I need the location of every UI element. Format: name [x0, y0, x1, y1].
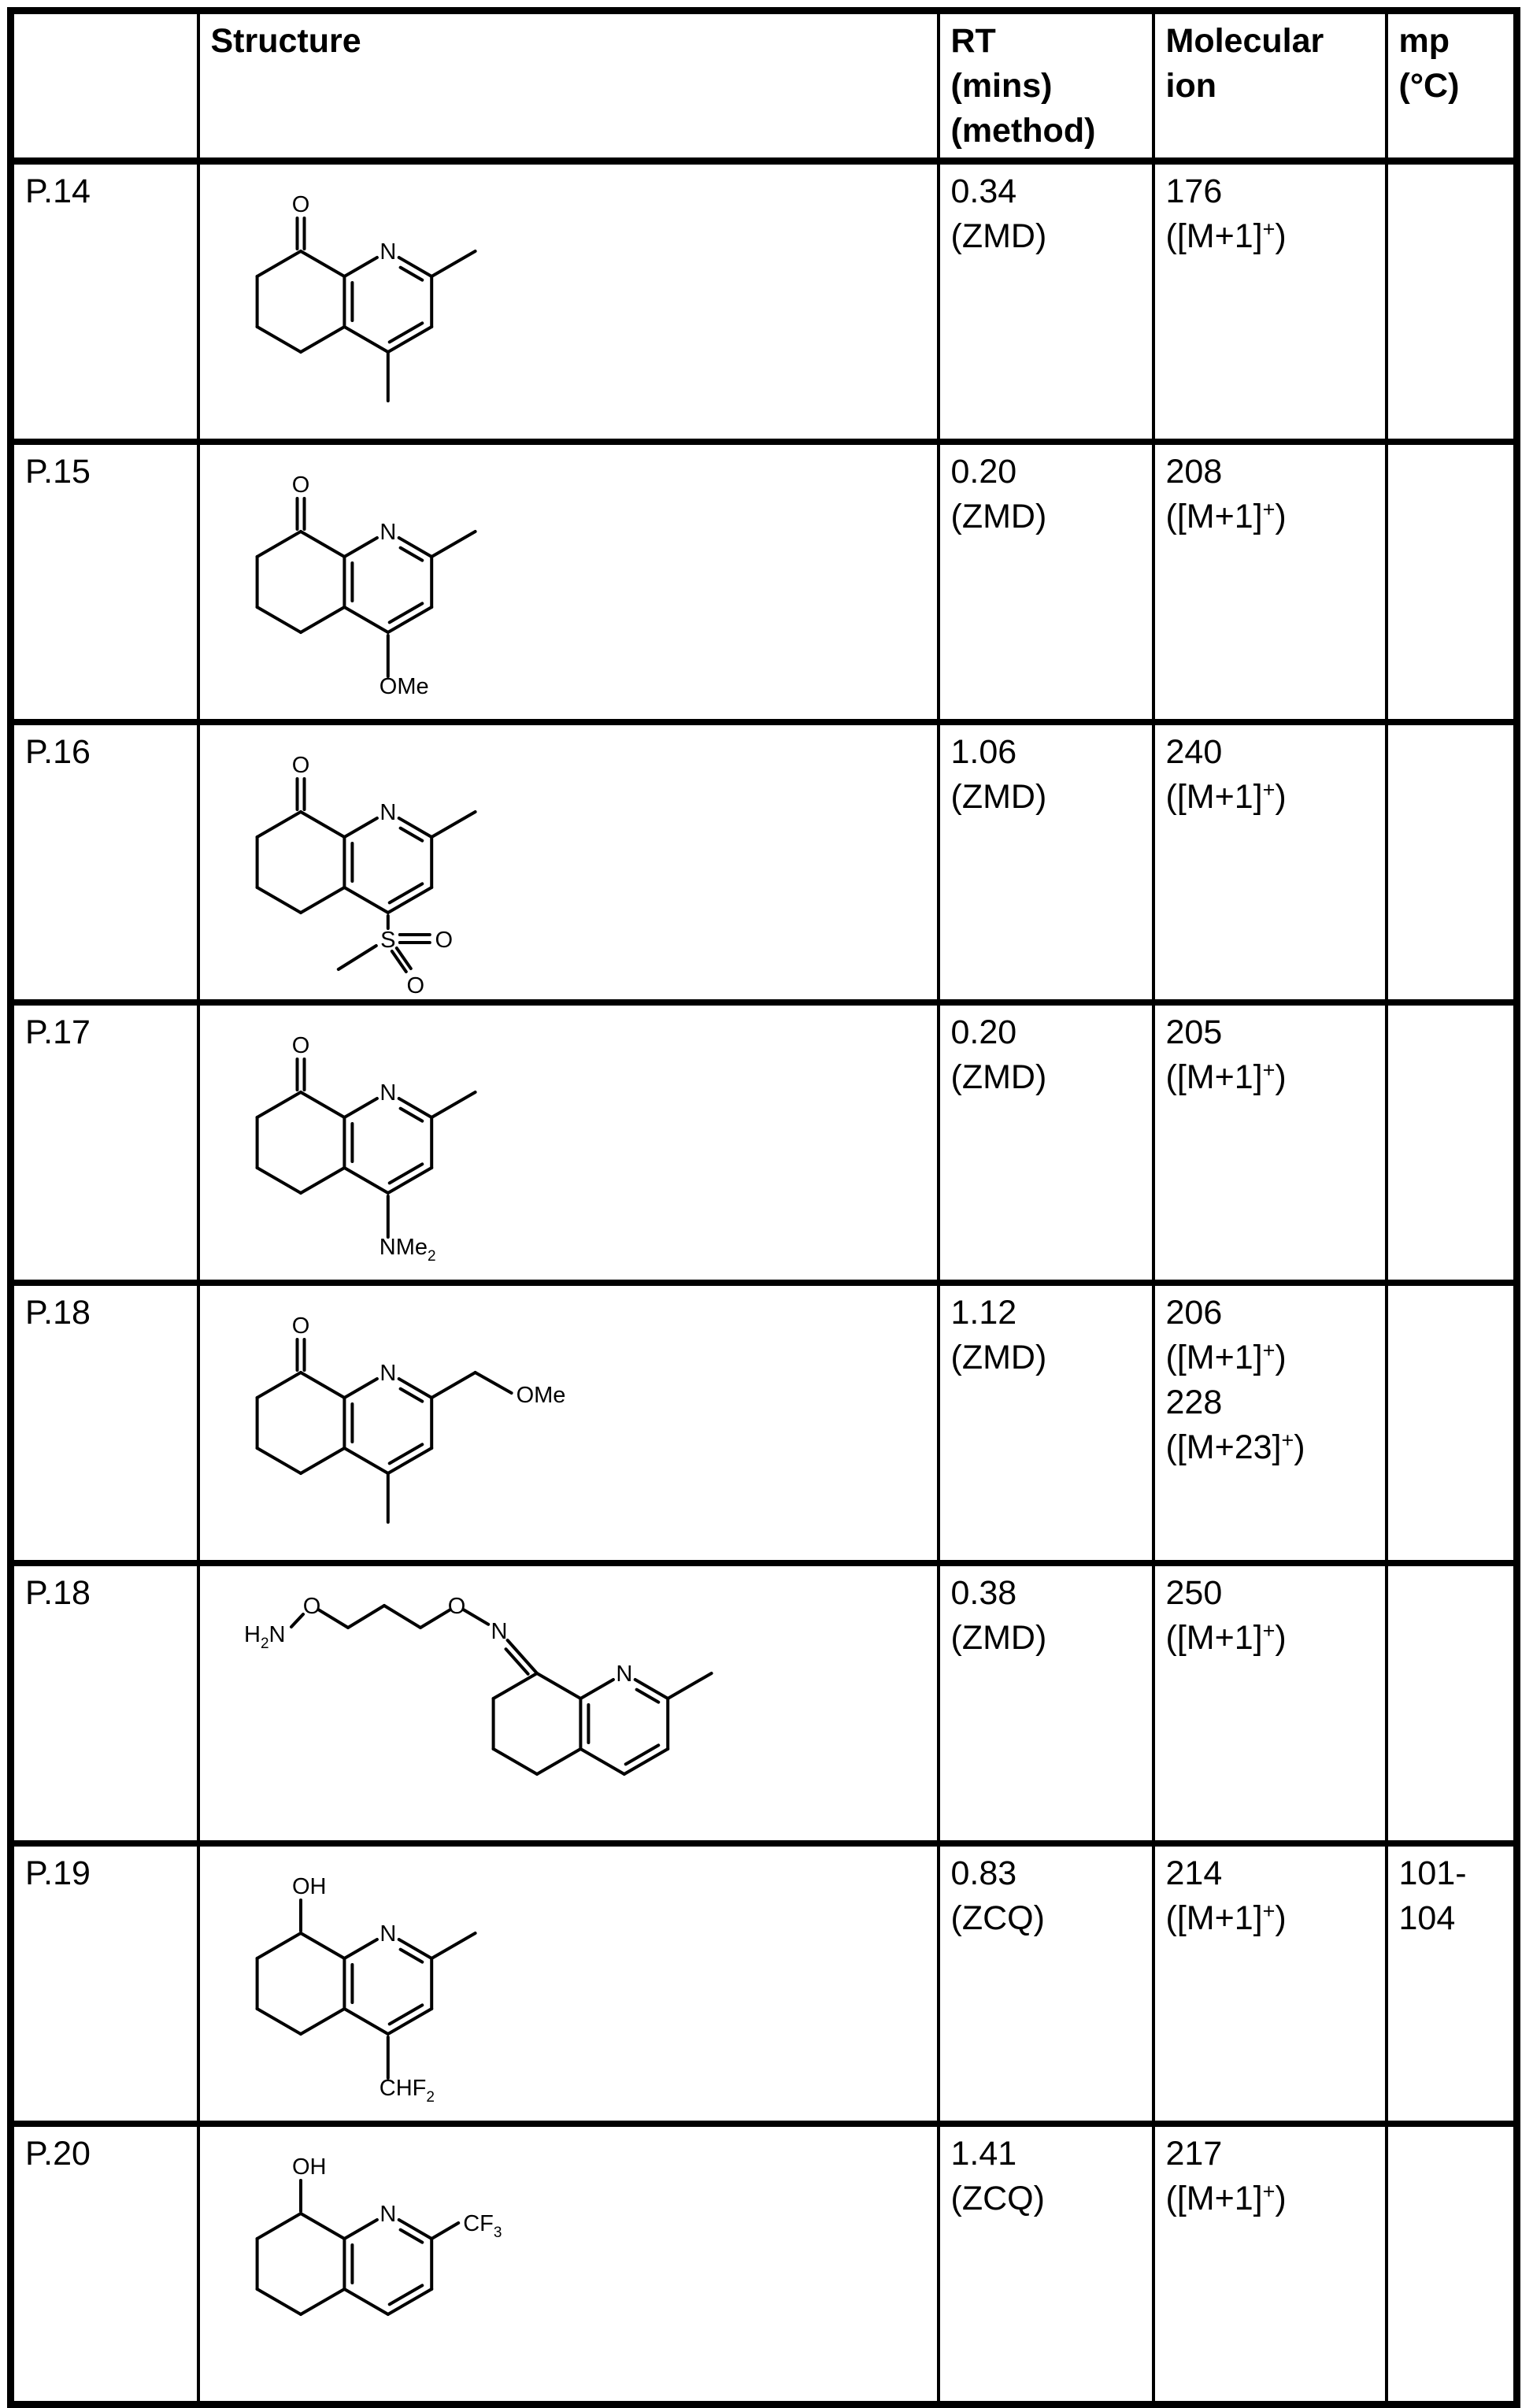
- atom-label: N: [379, 2201, 396, 2227]
- mp-cell: 101- 104: [1387, 1843, 1517, 2124]
- atom-label: OH: [291, 1873, 326, 1899]
- atom-label: N: [491, 1618, 507, 1644]
- chemical-structure-drawing: [206, 1569, 789, 1840]
- molecular-ion-cell: [1153, 2124, 1387, 2405]
- chemical-structure-drawing: [206, 1289, 789, 1560]
- atom-label: NMe$_2$: [379, 1234, 436, 1265]
- table-row: [11, 1002, 1517, 1283]
- chemical-structure-drawing: [206, 168, 789, 439]
- atom-label: OMe: [379, 673, 429, 699]
- molecular-ion-cell: [1153, 1563, 1387, 1843]
- atom-label: N: [379, 1360, 396, 1386]
- atom-label: OMe: [516, 1382, 565, 1408]
- ion-charge-superscript: +: [1262, 497, 1276, 521]
- atom-label: O: [447, 1593, 465, 1619]
- table-row: [11, 1843, 1517, 2124]
- rt-cell: 0.20 (ZMD): [939, 1002, 1153, 1283]
- ion-line: 208: [1165, 452, 1223, 491]
- atom-label: O: [291, 472, 309, 498]
- compound-id-cell: P.20: [11, 2124, 198, 2405]
- table-body: [11, 161, 1517, 2404]
- atom-label: OH: [291, 2154, 326, 2180]
- rt-cell: 1.06 (ZMD): [939, 722, 1153, 1002]
- atom-label: O: [291, 1032, 309, 1058]
- header-molecular-ion: Molecular ion: [1153, 11, 1387, 161]
- ion-line: ([M+1]+): [1165, 217, 1287, 255]
- ion-charge-superscript: +: [1262, 217, 1276, 241]
- ion-line: 205: [1165, 1013, 1223, 1051]
- header-mp: mp (°C): [1387, 11, 1517, 161]
- mp-cell: [1387, 1002, 1517, 1283]
- atom-label: N: [615, 1661, 632, 1687]
- molecular-ion-cell: [1153, 722, 1387, 1002]
- atom-label: N: [379, 799, 396, 825]
- atom-label: S: [380, 927, 395, 953]
- structure-cell: [198, 161, 939, 442]
- ion-line: 217: [1165, 2134, 1223, 2173]
- structure-cell: [198, 1843, 939, 2124]
- ion-line: ([M+1]+): [1165, 1618, 1287, 1657]
- structure-cell: [198, 1283, 939, 1563]
- chemical-structure-drawing: [206, 1009, 789, 1280]
- ion-charge-superscript: +: [1262, 777, 1276, 802]
- header-rt: RT (mins) (method): [939, 11, 1153, 161]
- atom-label: O: [291, 1313, 309, 1339]
- structure-cell: [198, 1563, 939, 1843]
- ion-line: 228: [1165, 1383, 1223, 1421]
- chemical-structure-drawing: [206, 2130, 789, 2401]
- table-header: [11, 11, 1517, 161]
- ion-line: 250: [1165, 1573, 1223, 1612]
- chemical-structure-drawing: [206, 1850, 789, 2121]
- atom-label: O: [406, 972, 424, 998]
- ion-line: 206: [1165, 1293, 1223, 1332]
- mp-cell: [1387, 2124, 1517, 2405]
- ion-line: ([M+1]+): [1165, 2179, 1287, 2217]
- ion-line: ([M+23]+): [1165, 1428, 1305, 1467]
- compound-id-cell: P.15: [11, 442, 198, 722]
- atom-label: $CF_3$: [462, 2210, 502, 2241]
- compound-id-cell: P.19: [11, 1843, 198, 2124]
- compound-id-cell: P.16: [11, 722, 198, 1002]
- mp-cell: [1387, 1563, 1517, 1843]
- header-row: [11, 11, 1517, 161]
- mp-cell: [1387, 442, 1517, 722]
- table-row: [11, 2124, 1517, 2405]
- ion-charge-superscript: +: [1281, 1428, 1294, 1453]
- header-structure: Structure: [198, 11, 939, 161]
- mp-cell: [1387, 1283, 1517, 1563]
- structure-cell: [198, 442, 939, 722]
- molecular-ion-cell: [1153, 1002, 1387, 1283]
- chemical-structure-drawing: [206, 728, 789, 999]
- rt-cell: 1.41 (ZCQ): [939, 2124, 1153, 2405]
- atom-label: O: [435, 927, 453, 953]
- rt-cell: 0.20 (ZMD): [939, 442, 1153, 722]
- ion-charge-superscript: +: [1262, 1058, 1276, 1082]
- rt-cell: 0.34 (ZMD): [939, 161, 1153, 442]
- ion-line: ([M+1]+): [1165, 777, 1287, 816]
- atom-label: N: [379, 1921, 396, 1947]
- atom-label: $H_2N$: [243, 1621, 285, 1652]
- table-row: [11, 1563, 1517, 1843]
- atom-label: N: [379, 239, 396, 265]
- table-row: [11, 442, 1517, 722]
- compound-id-cell: P.14: [11, 161, 198, 442]
- ion-charge-superscript: +: [1262, 1618, 1276, 1643]
- header-id: [11, 11, 198, 161]
- table-row: [11, 1283, 1517, 1563]
- table-row: [11, 722, 1517, 1002]
- atom-label: N: [379, 519, 396, 545]
- molecular-ion-cell: [1153, 1843, 1387, 2124]
- ion-line: 176: [1165, 172, 1223, 210]
- atom-label: N: [379, 1080, 396, 1106]
- structure-cell: [198, 2124, 939, 2405]
- rt-cell: 1.12 (ZMD): [939, 1283, 1153, 1563]
- mp-cell: [1387, 722, 1517, 1002]
- ion-line: ([M+1]+): [1165, 1338, 1287, 1376]
- compound-id-cell: P.18: [11, 1563, 198, 1843]
- molecular-ion-cell: [1153, 442, 1387, 722]
- atom-label: O: [291, 752, 309, 778]
- atom-label: $CHF_2$: [379, 2075, 435, 2106]
- ion-line: ([M+1]+): [1165, 1899, 1287, 1937]
- ion-charge-superscript: +: [1262, 1338, 1276, 1362]
- ion-charge-superscript: +: [1262, 2179, 1276, 2203]
- compound-id-cell: P.18: [11, 1283, 198, 1563]
- ion-line: 240: [1165, 732, 1223, 771]
- table-row: [11, 161, 1517, 442]
- ion-line: ([M+1]+): [1165, 1058, 1287, 1096]
- ion-charge-superscript: +: [1262, 1899, 1276, 1923]
- ion-line: 214: [1165, 1854, 1223, 1892]
- mp-cell: [1387, 161, 1517, 442]
- chemical-structure-drawing: [206, 448, 789, 719]
- molecular-ion-cell: [1153, 1283, 1387, 1563]
- compound-table: [7, 7, 1520, 2408]
- atom-label: O: [291, 191, 309, 217]
- rt-cell: 0.83 (ZCQ): [939, 1843, 1153, 2124]
- structure-cell: [198, 722, 939, 1002]
- structure-cell: [198, 1002, 939, 1283]
- ion-line: ([M+1]+): [1165, 497, 1287, 535]
- compound-id-cell: P.17: [11, 1002, 198, 1283]
- atom-label: O: [302, 1593, 320, 1619]
- rt-cell: 0.38 (ZMD): [939, 1563, 1153, 1843]
- molecular-ion-cell: [1153, 161, 1387, 442]
